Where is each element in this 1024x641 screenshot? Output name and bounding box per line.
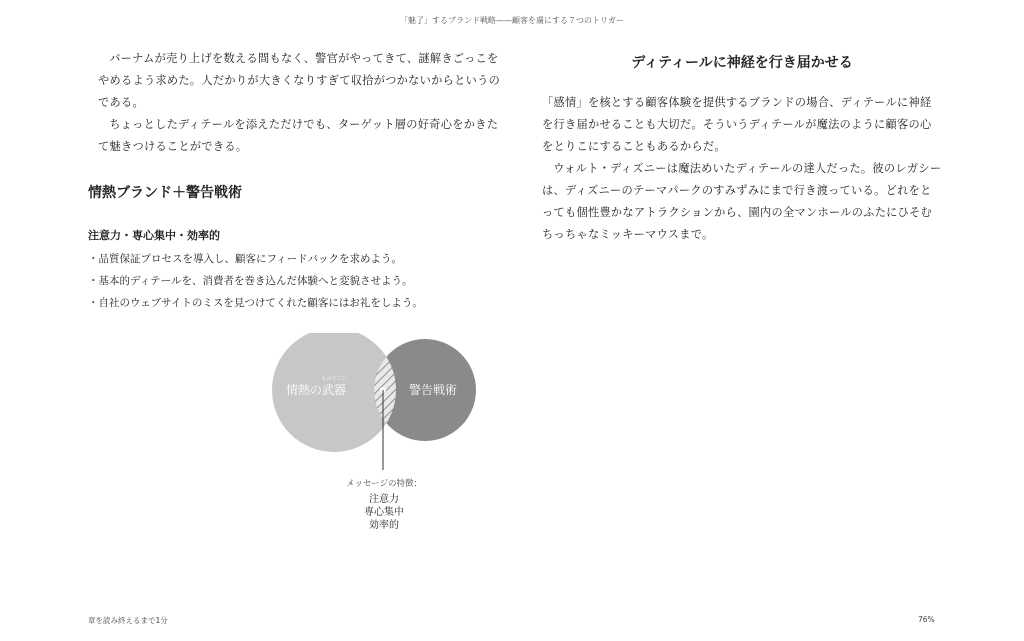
venn-caption (294, 477, 474, 532)
section-heading: 情熱ブランド＋警告戦術 (88, 185, 242, 201)
reading-progress: 76% (918, 615, 935, 624)
left-circle-label: 情熱の武器 (285, 383, 347, 397)
caption-line: 専心集中 (364, 507, 404, 518)
subheading: 注意力・専心集中・効率的 (88, 229, 220, 242)
paragraph: バーナムが売り上げを数える間もなく、警官がやってきて、謎解きごっこをやめるよう求めた。人だかりが大きくなりすぎて収拾がつかないからというのである。 (98, 52, 501, 109)
bullet-item: ・自社のウェブサイトのミスを見つけてくれた顧客にはお礼をしよう。 (88, 297, 423, 309)
paragraph: ちょっとしたディテールを添えただけでも、ターゲット層の好奇心をかきたて魅きつけることができる。 (98, 118, 499, 153)
caption-line: 注意力 (369, 494, 399, 505)
chapter-time-remaining: 章を読み終えるまで1分 (88, 616, 168, 625)
paragraph: 「感情」を核とする顧客体験を提供するブランドの場合、ディテールに神経を行き届かせることも大切だ。そういうディテールが魔法のように顧客の心をとりこにすることもあるからだ。 (542, 96, 932, 153)
right-circle-label: 警告戦術 (408, 383, 458, 397)
bullet-item: ・品質保証プロセスを導入し、顧客にフィードバックを求めよう。 (88, 253, 402, 265)
caption-line: 効率的 (369, 520, 399, 531)
left-circle-ruby: ものすごい (321, 376, 347, 382)
caption-title: メッセージの特徴： (346, 479, 422, 489)
bullet-item: ・基本的ディテールを、消費者を巻き込んだ体験へと変貌させよう。 (88, 275, 413, 287)
section-heading: ディティールに神経を行き届かせる (631, 55, 853, 71)
paragraph: ウォルト・ディズニーは魔法めいたディテールの達人だった。彼のレガシーは、ディズニーのテーマパークのすみずみにまで行き渡っている。どれをとっても個性豊かなアトラクションから、園内の全マンホールのふたにひそむちっちゃなミッキーマウスまで。 (542, 162, 942, 241)
bullet-list (88, 248, 423, 314)
book-title-header: 「魅了」するブランド戦略——顧客を虜にする７つのトリガー (400, 16, 624, 25)
